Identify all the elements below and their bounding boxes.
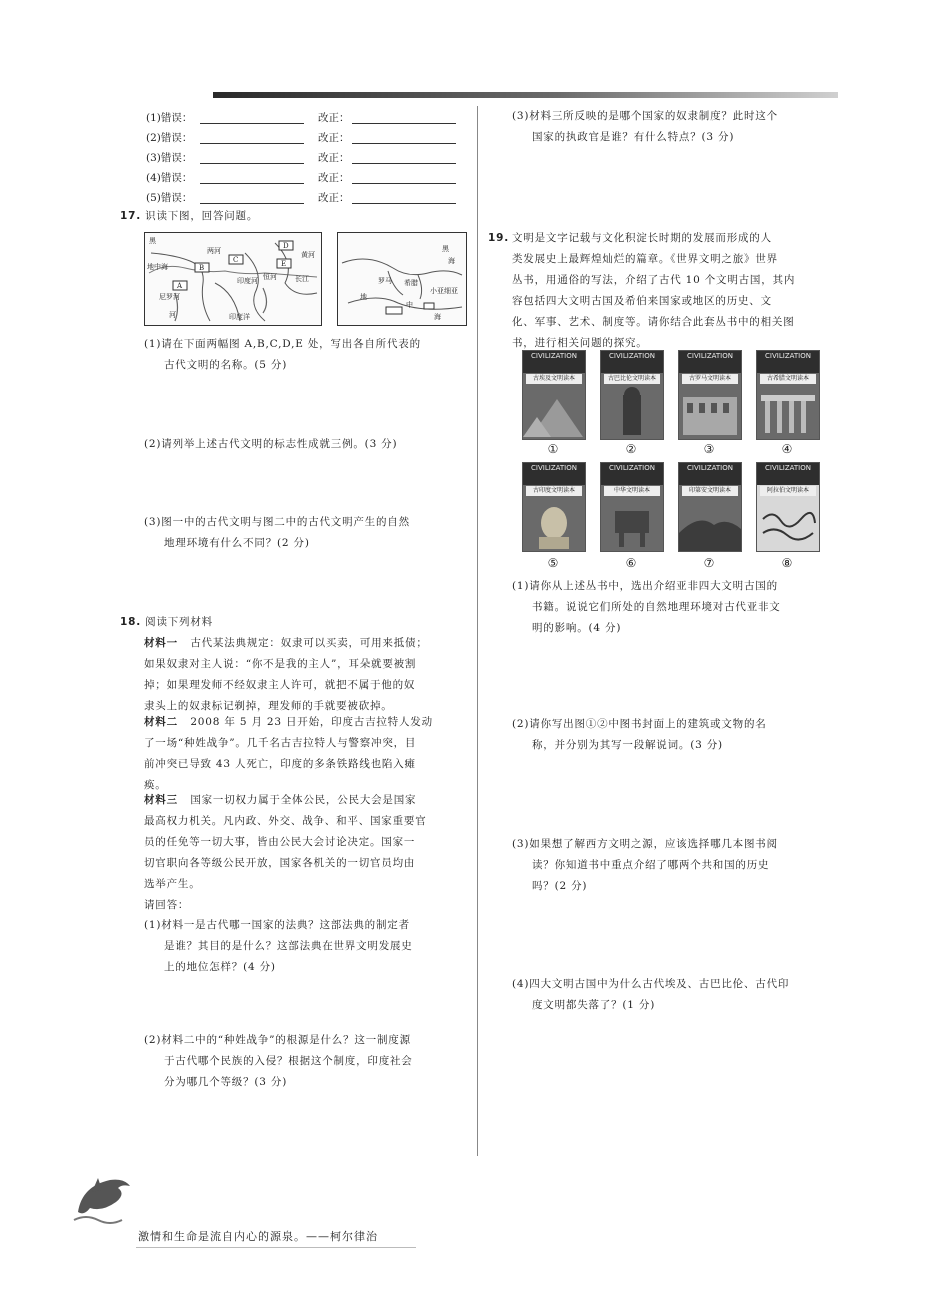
error-answer-line[interactable] <box>200 123 304 124</box>
bronze-vessel-image <box>601 463 663 551</box>
book-number: ③ <box>703 442 715 456</box>
fix-answer-line[interactable] <box>352 123 456 124</box>
error-label: (4)错误： <box>146 172 193 184</box>
intro-line: 化、军事、艺术、制度等。请你结合此套丛书中的相关图 <box>512 316 795 328</box>
book-band: CIVILIZATION <box>601 351 663 373</box>
map-label: 长江 <box>295 275 309 283</box>
question-text: 书籍。说说它们所处的自然地理环境对古代亚非文 <box>532 601 781 613</box>
map-2 <box>337 232 467 326</box>
fix-label: 改正： <box>318 192 350 204</box>
map-label: 海 <box>448 257 455 265</box>
question-text: 古代文明的名称。(5 分) <box>164 359 288 371</box>
map-label: 海 <box>434 313 441 321</box>
q16-row-1 <box>146 110 466 130</box>
book-number: ⑤ <box>547 556 559 570</box>
q18-heading <box>120 612 213 633</box>
question-text: 度文明都失落了？(1 分) <box>532 999 656 1011</box>
answer-prompt: 请回答： <box>144 899 190 911</box>
book-cover-1 <box>522 350 586 440</box>
error-label: (1)错误： <box>146 112 193 124</box>
material-text: 痪。 <box>144 779 167 791</box>
pyramid-image <box>523 351 585 439</box>
book-band: CIVILIZATION <box>523 351 585 373</box>
error-label: (3)错误： <box>146 152 193 164</box>
material-label: 材料二 <box>144 716 178 728</box>
book-band: CIVILIZATION <box>679 351 741 373</box>
intro-line: 类发展史上最辉煌灿烂的篇章。《世界文明之旅》世界 <box>512 253 778 265</box>
map-label: 黑 <box>149 237 156 245</box>
map-label: 地中海 <box>147 263 168 271</box>
question-number: 19. <box>488 232 510 244</box>
map-label: 印度洋 <box>229 313 250 321</box>
q19-sub3 <box>512 834 778 897</box>
question-text: (3)图一中的古代文明与图二中的古代文明产生的自然 <box>144 516 410 528</box>
material-text: 前冲突已导致 43 人死亡，印度的多条铁路线也陷入瘫 <box>144 758 416 770</box>
footer-quote: 激情和生命是流自内心的源泉。——柯尔律治 <box>138 1230 378 1243</box>
question-text: 国家的执政官是谁？有什么特点？(3 分) <box>532 131 735 143</box>
question-text: 称，并分别为其写一段解说词。(3 分) <box>532 739 723 751</box>
q16-row-4 <box>146 170 466 190</box>
map-label: 印度河 <box>237 277 258 285</box>
book-number: ④ <box>781 442 793 456</box>
intro-line: 容包括四大文明古国及希伯来国家或地区的历史、文 <box>512 295 772 307</box>
fix-label: 改正： <box>318 152 350 164</box>
material-text: 员的任免等一切大事，皆由公民大会讨论决定。国家一 <box>144 836 416 848</box>
question-text: 吗？(2 分) <box>532 880 588 892</box>
map-label: B <box>199 264 205 272</box>
book-cover-6 <box>600 462 664 552</box>
question-text: (1)材料一是古代哪一国家的法典？这部法典的制定者 <box>144 919 410 931</box>
material-3 <box>144 790 464 916</box>
q17-sub1 <box>144 334 421 376</box>
question-number: 18. <box>120 616 142 628</box>
map-label: 恒河 <box>263 273 277 281</box>
question-text: 是谁？其目的是什么？这部法典在世界文明发展史 <box>164 940 413 952</box>
question-title: 阅读下列材料 <box>145 616 213 628</box>
statue-image <box>601 351 663 439</box>
map-label: 中 <box>406 301 413 309</box>
header-bar <box>213 92 838 98</box>
book-number: ⑦ <box>703 556 715 570</box>
footer-rule <box>136 1247 416 1248</box>
map-label: 罗马 <box>378 277 392 285</box>
book-title: 印第安文明读本 <box>682 486 738 496</box>
map-label: A <box>177 282 183 290</box>
book-cover-5 <box>522 462 586 552</box>
error-label: (2)错误： <box>146 132 193 144</box>
map-label: 小亚细亚 <box>430 287 458 295</box>
map-label: 希腊 <box>404 279 418 287</box>
q17-heading <box>120 206 258 227</box>
book-title: 古希腊文明读本 <box>760 374 816 384</box>
fix-label: 改正： <box>318 172 350 184</box>
material-text: 隶头上的奴隶标记剃掉，理发师的手就要被砍掉。 <box>144 700 393 712</box>
material-text: 最高权力机关。凡内政、外交、战争、和平、国家重要官 <box>144 815 427 827</box>
book-band: CIVILIZATION <box>523 463 585 485</box>
q17-sub3 <box>144 512 410 554</box>
q16-row-2 <box>146 130 466 150</box>
book-title: 古埃及文明读本 <box>526 374 582 384</box>
material-text: 了一场“种姓战争”。几千名古吉拉特人与警察冲突，目 <box>144 737 417 749</box>
material-text: 古代某法典规定：奴隶可以买卖，可用来抵债； <box>190 637 428 649</box>
question-text: (3)材料三所反映的是哪个国家的奴隶制度？此时这个 <box>512 110 778 122</box>
material-text: 选举产生。 <box>144 878 201 890</box>
question-text: 分为哪几个等级？(3 分) <box>164 1076 288 1088</box>
question-text: 明的影响。(4 分) <box>532 622 622 634</box>
error-label: (5)错误： <box>146 192 193 204</box>
book-number: ⑧ <box>781 556 793 570</box>
question-text: 读？你知道书中重点介绍了哪两个共和国的历史 <box>532 859 770 871</box>
material-text: 如果奴隶对主人说：“你不是我的主人”，耳朵就要被割 <box>144 658 417 670</box>
book-band: CIVILIZATION <box>601 463 663 485</box>
q19-sub4 <box>512 974 789 1016</box>
error-answer-line[interactable] <box>200 203 304 204</box>
map-label: 黑 <box>442 245 449 253</box>
q19-intro <box>512 228 842 354</box>
material-text: 切官职向各等级公民开放，国家各机关的一切官员均由 <box>144 857 416 869</box>
book-cover-8 <box>756 462 820 552</box>
map-label: 地 <box>360 293 367 301</box>
question-text: (2)请你写出图①②中图书封面上的建筑或文物的名 <box>512 718 767 730</box>
fix-label: 改正： <box>318 132 350 144</box>
dolphin-icon <box>72 1172 136 1228</box>
book-title: 古巴比伦文明读本 <box>604 374 660 384</box>
material-text: 2008 年 5 月 23 日开始，印度古吉拉特人发动 <box>190 716 433 728</box>
book-number: ② <box>625 442 637 456</box>
question-text: 于古代哪个民族的入侵？根据这个制度，印度社会 <box>164 1055 413 1067</box>
question-text: (1)请你从上述丛书中，选出介绍亚非四大文明古国的 <box>512 580 778 592</box>
intro-line: 丛书，用通俗的写法，介绍了古代 10 个文明古国，其内 <box>512 274 796 286</box>
book-title: 古印度文明读本 <box>526 486 582 496</box>
column-divider <box>477 106 478 1156</box>
temple-image <box>757 351 819 439</box>
question-text: (3)如果想了解西方文明之源，应该选择哪几本图书阅 <box>512 838 778 850</box>
q18-sub3 <box>512 106 778 148</box>
book-title: 中华文明读本 <box>604 486 660 496</box>
map-label: 两河 <box>207 247 221 255</box>
q18-sub2 <box>144 1030 413 1093</box>
question-number: 17. <box>120 210 142 222</box>
book-band: CIVILIZATION <box>679 463 741 485</box>
landscape-image <box>679 463 741 551</box>
question-text: (2)材料二中的“种姓战争”的根源是什么？这一制度源 <box>144 1034 411 1046</box>
q19-sub2 <box>512 714 767 756</box>
material-1 <box>144 633 464 717</box>
q19-sub1 <box>512 576 781 639</box>
map-label: C <box>233 256 239 264</box>
question-title: 识读下图，回答问题。 <box>145 210 259 222</box>
fix-label: 改正： <box>318 112 350 124</box>
map-label: E <box>281 260 287 268</box>
book-cover-7 <box>678 462 742 552</box>
book-cover-2 <box>600 350 664 440</box>
question-text: (4)四大文明古国中为什么古代埃及、古巴比伦、古代印 <box>512 978 790 990</box>
book-title: 阿拉伯文明读本 <box>760 486 816 496</box>
fix-answer-line[interactable] <box>352 203 456 204</box>
book-number: ① <box>547 442 559 456</box>
calligraphy-image <box>757 463 819 551</box>
q17-sub2: (2)请列举上述古代文明的标志性成就三例。(3 分) <box>144 438 398 450</box>
map-label: D <box>283 242 289 250</box>
book-cover-4 <box>756 350 820 440</box>
q16-row-3 <box>146 150 466 170</box>
map-1 <box>144 232 322 326</box>
question-text: (1)请在下面两幅图 A,B,C,D,E 处，写出各自所代表的 <box>144 338 421 350</box>
question-text: 上的地位怎样？(4 分) <box>164 961 276 973</box>
fix-answer-line[interactable] <box>352 163 456 164</box>
error-answer-line[interactable] <box>200 163 304 164</box>
map-label: 黄河 <box>301 251 315 259</box>
q18-sub1 <box>144 915 413 978</box>
q19-heading <box>488 228 509 249</box>
material-text: 掉；如果理发师不经奴隶主人许可，就把不属于他的奴 <box>144 679 416 691</box>
error-answer-line[interactable] <box>200 143 304 144</box>
material-2 <box>144 712 464 796</box>
book-band: CIVILIZATION <box>757 351 819 373</box>
bust-image <box>523 463 585 551</box>
book-band: CIVILIZATION <box>757 463 819 485</box>
question-text: 地理环境有什么不同？(2 分) <box>164 537 310 549</box>
map-label: 尼罗河 <box>159 293 180 301</box>
map-label: 河 <box>169 311 176 319</box>
colosseum-image <box>679 351 741 439</box>
material-text: 国家一切权力属于全体公民，公民大会是国家 <box>190 794 417 806</box>
book-title: 古罗马文明读本 <box>682 374 738 384</box>
material-label: 材料三 <box>144 794 178 806</box>
intro-line: 书，进行相关问题的探究。 <box>512 337 648 349</box>
intro-line: 文明是文字记载与文化积淀长时期的发展而形成的人 <box>512 232 772 244</box>
fix-answer-line[interactable] <box>352 183 456 184</box>
error-answer-line[interactable] <box>200 183 304 184</box>
material-label: 材料一 <box>144 637 178 649</box>
fix-answer-line[interactable] <box>352 143 456 144</box>
book-cover-3 <box>678 350 742 440</box>
book-number: ⑥ <box>625 556 637 570</box>
